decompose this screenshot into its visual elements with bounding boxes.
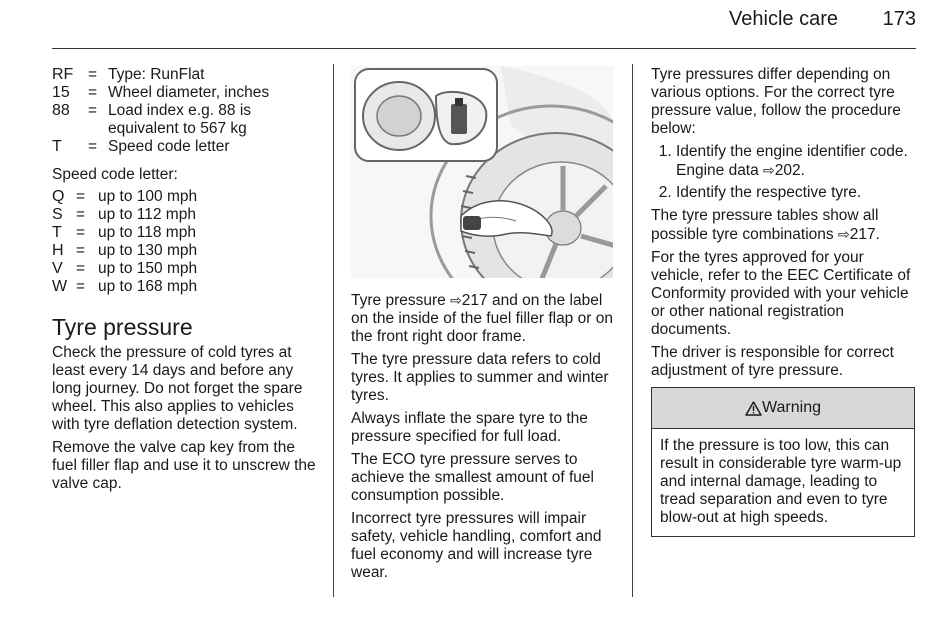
warning-header	[652, 388, 914, 429]
speed-code-row	[52, 206, 320, 224]
tyre-code-definitions	[52, 66, 320, 156]
text-segment: Tyre pressure	[351, 292, 451, 309]
page-reference: 217	[461, 292, 488, 309]
warning-box	[651, 387, 915, 537]
procedure-step	[676, 143, 915, 180]
body-paragraph	[651, 207, 915, 244]
definition-key: T	[52, 138, 62, 155]
warning-triangle-icon	[745, 401, 762, 416]
speed-code-row	[52, 260, 320, 278]
speed-code-value: up to 118 mph	[98, 224, 196, 241]
definition-row	[52, 84, 320, 102]
body-paragraph: Check the pressure of cold tyres at least every 14 days and before any long journey. Do not forget the spare wheel. This also applies to vehicles with tyre deflation detection system.	[52, 344, 303, 433]
speed-code-value: up to 100 mph	[98, 188, 198, 205]
equals-sign: =	[76, 260, 86, 277]
speed-code-letter: W	[52, 278, 68, 295]
equals-sign: =	[76, 206, 86, 223]
speed-code-list	[52, 188, 320, 296]
definition-value: Load index e.g. 88 is equivalent to 567 kg	[108, 102, 252, 137]
definition-row	[52, 66, 320, 84]
body-paragraph	[351, 291, 619, 346]
column-divider	[333, 64, 334, 597]
header-title: Vehicle care	[729, 8, 838, 30]
column-1	[52, 66, 320, 498]
equals-sign: =	[88, 84, 98, 101]
procedure-step: 2. Identify the respective tyre.	[676, 184, 915, 202]
section-heading: Tyre pressure	[52, 314, 193, 340]
definition-value: Speed code letter	[108, 138, 230, 155]
page-number: 173	[882, 8, 916, 30]
speed-code-row	[52, 188, 320, 206]
definition-row	[52, 138, 320, 156]
column-2	[351, 66, 619, 587]
speed-code-value: up to 130 mph	[98, 242, 198, 259]
definition-key: 15	[52, 84, 70, 101]
arrow-reference-icon: ⇨	[837, 226, 850, 242]
speed-code-row	[52, 224, 320, 242]
procedure-steps	[651, 143, 915, 202]
body-paragraph: Incorrect tyre pressures will impair safety, vehicle handling, comfort and fuel economy and will increase tyre wear.	[351, 510, 602, 581]
definition-value: Wheel diameter, inches	[108, 84, 270, 101]
column-divider	[632, 64, 633, 597]
speed-code-value: up to 112 mph	[98, 206, 196, 223]
column-3	[651, 66, 915, 537]
warning-title: Warning	[762, 399, 821, 416]
speed-code-letter: S	[52, 206, 63, 223]
body-paragraph: Remove the valve cap key from the fuel filler flap and use it to unscrew the valve cap.	[52, 439, 316, 492]
speed-code-intro: Speed code letter:	[52, 166, 178, 183]
speed-code-value: up to 168 mph	[98, 278, 198, 295]
text-segment: Identify the engine identifier code. Engine data	[676, 143, 908, 179]
text-segment: and on the label on the inside of the fuel filler flap or on the front right door frame.	[351, 292, 613, 345]
fuel-filler-valve-cap-illustration	[351, 66, 613, 278]
body-paragraph: Tyre pressures differ depending on various options. For the correct tyre pressure value, follow the procedure below:	[651, 66, 901, 137]
equals-sign: =	[76, 278, 86, 295]
definition-key: 88	[52, 102, 70, 119]
equals-sign: =	[76, 188, 86, 205]
definition-value: Type: RunFlat	[108, 66, 205, 83]
speed-code-row	[52, 278, 320, 296]
speed-code-letter: Q	[52, 188, 65, 205]
definition-key: RF	[52, 66, 74, 83]
speed-code-value: up to 150 mph	[98, 260, 198, 277]
equals-sign: =	[88, 102, 98, 119]
body-paragraph: For the tyres approved for your vehicle, refer to the EEC Certificate of Conformity provided with your vehicle or other national registration documents.	[651, 249, 911, 338]
speed-code-letter: V	[52, 260, 63, 277]
body-paragraph: The tyre pressure data refers to cold tyres. It applies to summer and winter tyres.	[351, 351, 609, 404]
page-reference: 217.	[849, 226, 880, 243]
speed-code-row	[52, 242, 320, 260]
body-paragraph: The ECO tyre pressure serves to achieve the smallest amount of fuel consumption possible.	[351, 451, 594, 504]
equals-sign: =	[76, 242, 86, 259]
page-reference: 202.	[774, 162, 805, 179]
warning-text: If the pressure is too low, this can result in considerable tyre warm-up and internal damage, leading to tread separation and even to tyre blow-out at high speeds.	[660, 437, 902, 526]
speed-code-letter: T	[52, 224, 62, 241]
arrow-reference-icon: ⇨	[763, 162, 775, 178]
arrow-reference-icon: ⇨	[450, 292, 462, 308]
body-paragraph: Always inflate the spare tyre to the pressure specified for full load.	[351, 410, 588, 445]
header-rule	[52, 48, 916, 49]
equals-sign: =	[88, 138, 98, 155]
definition-row	[52, 102, 320, 138]
text-segment: The tyre pressure tables show all possible tyre combinations	[651, 207, 879, 243]
equals-sign: =	[76, 224, 86, 241]
equals-sign: =	[88, 66, 98, 83]
speed-code-letter: H	[52, 242, 64, 259]
body-paragraph: The driver is responsible for correct adjustment of tyre pressure.	[651, 344, 894, 379]
